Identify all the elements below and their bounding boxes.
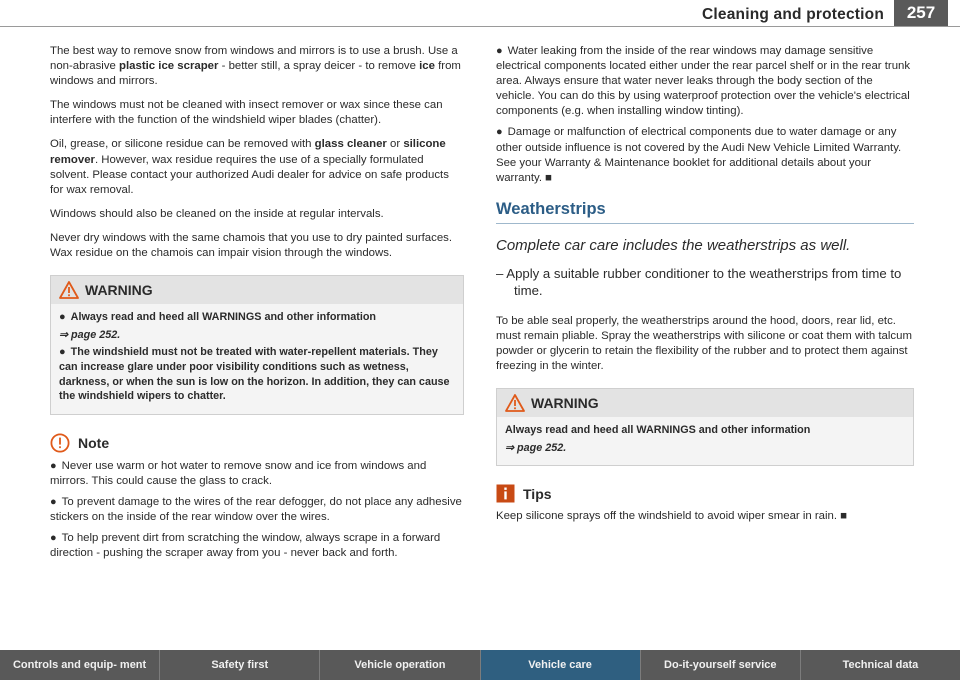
right-column — [496, 44, 914, 534]
tips-title: Tips — [523, 485, 552, 502]
warning-triangle-icon — [59, 281, 79, 299]
warning-reference — [59, 328, 455, 343]
left-column — [50, 44, 464, 567]
paragraph-snow — [50, 44, 464, 89]
note-item: ● To help prevent dirt from scratching the window, always scrape in a forward direction - pushing the scraper away from you - never back and forth. — [50, 532, 441, 560]
chapter-navigation-bar — [0, 650, 960, 680]
note-text: To prevent damage to the wires of the rear defogger, do not place any adhesive stickers on the inside of the rear window over the wires. — [50, 495, 462, 523]
weatherstrips-step: – Apply a suitable rubber conditioner to the weatherstrips from time to time. — [496, 265, 902, 299]
bold-term: glass cleaner — [314, 138, 387, 151]
page-reference-link[interactable]: ⇒ page 252. — [59, 328, 121, 341]
page-reference-link[interactable]: ⇒ page 252. — [505, 441, 567, 454]
warning-body — [51, 304, 463, 414]
nav-tab-vehicle-care[interactable]: Vehicle care — [481, 650, 641, 680]
warning-text: Always read and heed all WARNINGS and other information — [70, 311, 377, 324]
bold-term: ice — [419, 60, 435, 73]
warning-body — [497, 417, 913, 465]
nav-tab-technical-data[interactable]: Technical data — [842, 658, 919, 671]
warning-text: The windshield must not be treated with water-repellent materials. They can increase glare under poor visibility conditions such as wetness, darkness, or when the sun is low on the horizon. In addition, they can cause the windshield wipers to chatter. — [59, 346, 450, 403]
water-leak-item: ● Water leaking from the inside of the rear windows may damage sensitive electrical components located either under the rear parcel shelf or in the rear trunk area. Always ensure that water never leaks through the body section of the vehicle. You can do this by using waterproof protection over the vehicle's electrical components (e.g. when installing window tinting). — [496, 45, 911, 118]
nav-tab-vehicle-operation[interactable]: Vehicle operation — [320, 650, 480, 680]
note-header — [50, 433, 464, 453]
end-mark: ■ — [545, 171, 553, 184]
tips-header — [496, 484, 914, 503]
bold-term: silicone remover — [50, 138, 446, 166]
weatherstrips-intro: Complete car care includes the weatherstrips as well. — [496, 236, 851, 254]
warning-header — [51, 276, 463, 304]
text: - better still, a spray deicer - to remove — [218, 60, 420, 73]
warning-item: ● The windshield must not be treated with water-repellent materials. They can increase glare under poor visibility conditions such as wetness, darkness, or when the sun is low on the horizon. In addition, they can cause the windshield wipers to chatter. — [59, 346, 450, 403]
paragraph-inside-cleaning: Windows should also be cleaned on the inside at regular intervals. — [50, 207, 384, 220]
paragraph-insect-remover: The windows must not be cleaned with insect remover or wax since these can interfere with the function of the windshield wiper blades (chatter). — [50, 99, 443, 127]
text: . However, wax residue requires the use of a specially formulated solvent. Please contact your authorized Audi dealer for advice on safe products for wax removal. — [50, 153, 449, 196]
warning-item: ● Always read and heed all WARNINGS and other information — [59, 311, 377, 324]
text: from windows and mirrors. — [50, 60, 461, 88]
note-text: To help prevent dirt from scratching the window, always scrape in a forward direction - pushing the scraper away from you - never back and forth. — [50, 532, 441, 560]
nav-tab-safety[interactable]: Safety first — [160, 650, 320, 680]
warning-box — [50, 275, 464, 415]
warning-reference — [505, 441, 905, 456]
warranty-item: ● Damage or malfunction of electrical components due to water damage or any other outside influence is not covered by the Audi New Vehicle Limited Warranty. See your Warranty & Maintenance booklet for additional details about your warranty. ■ — [496, 126, 902, 184]
header-rule — [0, 26, 960, 27]
note-title: Note — [78, 434, 110, 451]
bullet-text: Damage or malfunction of electrical components due to water damage or any other outside influence is not covered by the Audi New Vehicle Limited Warranty. See your Warranty & Maintenance booklet for additional details about your warranty. — [496, 126, 902, 184]
warning-title: WARNING — [531, 395, 599, 412]
text: The best way to remove snow from windows and mirrors is to use a brush. Use a non-abrasive — [50, 45, 458, 73]
nav-tab-controls[interactable]: Controls and equip- ment — [0, 650, 160, 680]
warning-title: WARNING — [85, 282, 153, 299]
page-number: 257 — [894, 0, 948, 26]
tips-info-icon — [496, 484, 515, 503]
page-header — [0, 0, 960, 30]
text: or — [386, 138, 404, 151]
nav-tab-diy-service[interactable]: Do-it-yourself service — [641, 650, 801, 680]
warning-triangle-icon — [505, 394, 525, 412]
note-item: ● To prevent damage to the wires of the rear defogger, do not place any adhesive stickers on the inside of the rear window over the wires. — [50, 495, 462, 523]
weatherstrips-warning-box — [496, 388, 914, 466]
paragraph-chamois: Never dry windows with the same chamois that you use to dry painted surfaces. Wax residue on the chamois can impair vision through the windows. — [50, 231, 453, 260]
note-circle-icon — [50, 433, 70, 453]
section-title: Cleaning and protection — [702, 6, 884, 23]
weatherstrips-body: To be able seal properly, the weatherstrips around the hood, doors, rear lid, etc. must remain pliable. Spray the weatherstrips with silicone or coat them with talcum powder or glycerin to retain the flexibility of the rubber and to protect them against freezing in the winter. — [496, 314, 912, 373]
note-text: Never use warm or hot water to remove snow and ice from windows and mirrors. This could cause the glass to crack. — [50, 459, 427, 487]
tips-text — [496, 509, 914, 524]
tip-text: Keep silicone sprays off the windshield to avoid wiper smear in rain. — [496, 510, 838, 523]
weatherstrips-heading: Weatherstrips — [496, 200, 914, 224]
paragraph-glass-cleaner — [50, 137, 464, 197]
end-mark: ■ — [840, 510, 848, 523]
bullet-text: Water leaking from the inside of the rear windows may damage sensitive electrical components located either under the rear parcel shelf or in the rear trunk area. Always ensure that water never leaks through the body section of the vehicle. You can do this by using waterproof protection over the vehicle's electrical components (e.g. when installing window tinting). — [496, 45, 911, 118]
note-item: ● Never use warm or hot water to remove snow and ice from windows and mirrors. This could cause the glass to crack. — [50, 459, 427, 487]
bold-term: plastic ice scraper — [119, 60, 219, 73]
warning-text: Always read and heed all WARNINGS and other information — [505, 424, 811, 437]
warning-header — [497, 389, 913, 417]
text: Oil, grease, or silicone residue can be removed with — [50, 138, 315, 151]
